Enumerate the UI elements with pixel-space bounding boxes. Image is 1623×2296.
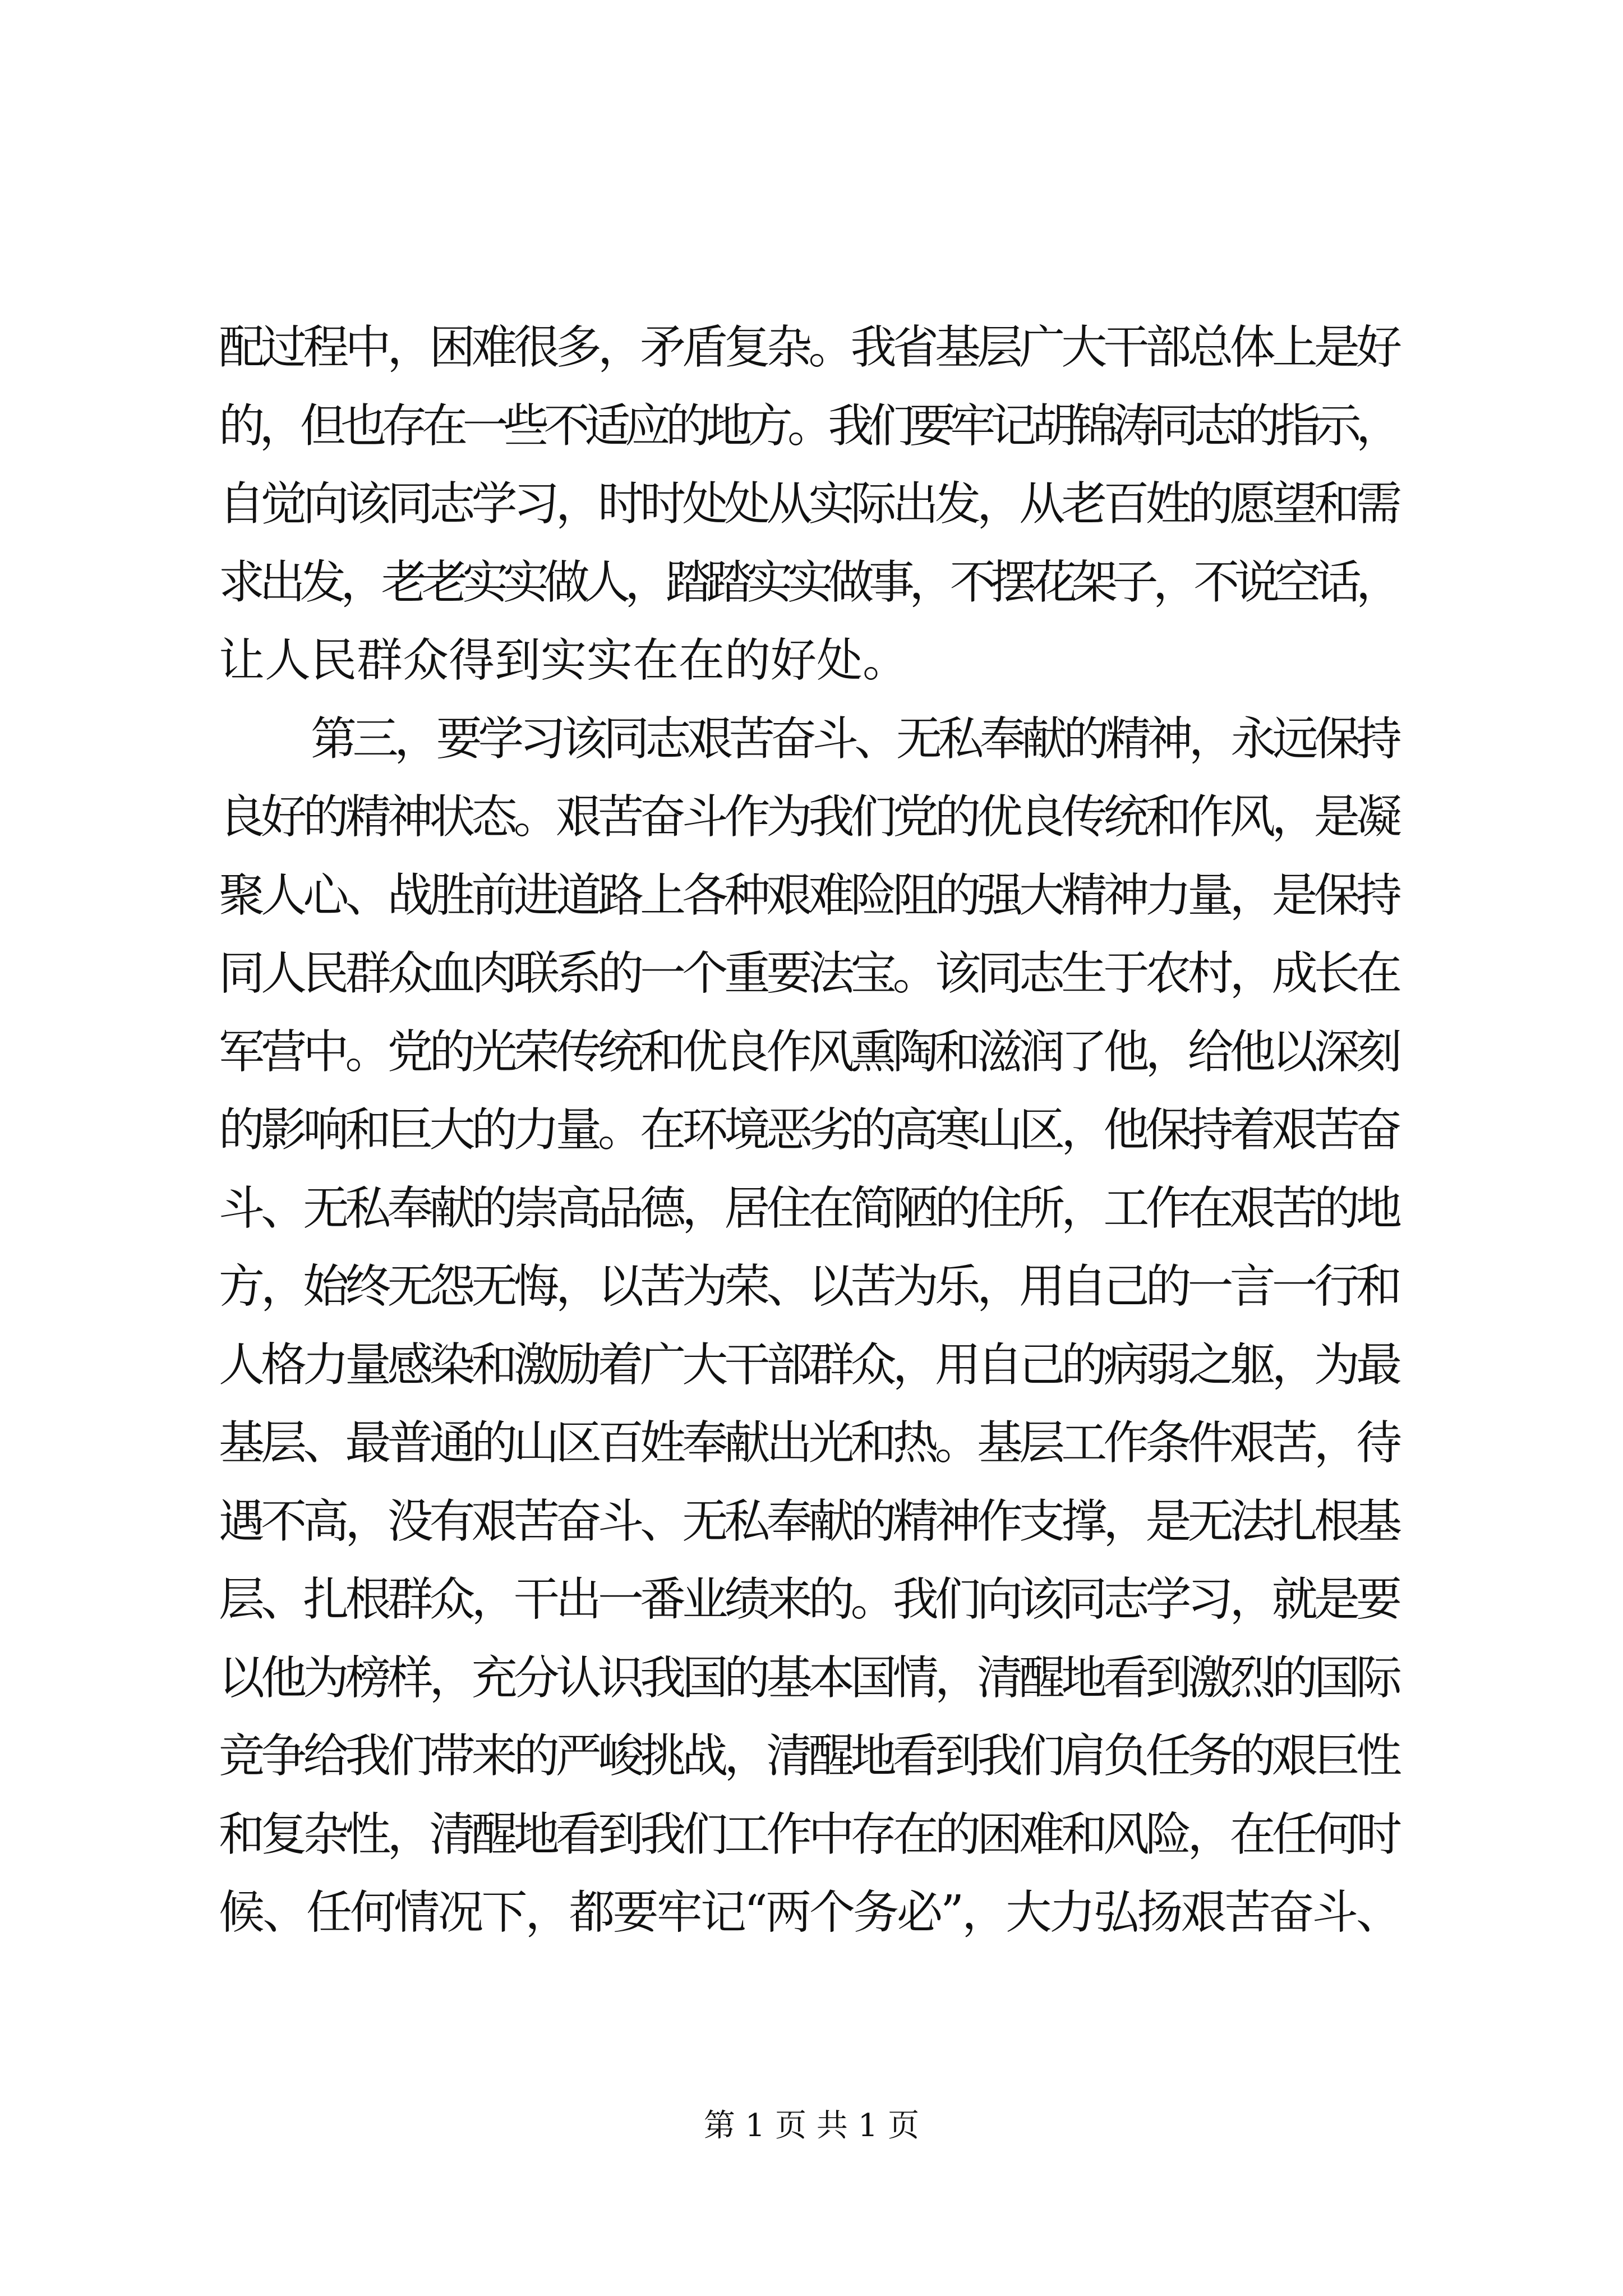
text-line: 军营中。党的光荣传统和优良作风熏陶和滋润了他，给他以深刻 (219, 1025, 1399, 1079)
text-line: 基层、最普通的山区百姓奉献出光和热。基层工作条件艰苦，待 (219, 1416, 1399, 1470)
text-line: 的影响和巨大的力量。在环境恶劣的高寒山区，他保持着艰苦奋 (219, 1103, 1399, 1157)
text-line: 方，始终无怨无悔，以苦为荣、以苦为乐，用自己的一言一行和 (219, 1260, 1399, 1313)
text-line: 和复杂性，清醒地看到我们工作中存在的困难和风险，在任何时 (219, 1807, 1399, 1861)
text-line: 配过程中，困难很多，矛盾复杂。我省基层广大干部总体上是好 (219, 321, 1399, 374)
page-footer: 第 1 页 共 1 页 (703, 2108, 920, 2144)
text-line: 同人民群众血肉联系的一个重要法宝。该同志生于农村，成长在 (219, 947, 1399, 1000)
text-line: 求出发，老老实实做人，踏踏实实做事，不摆花架子，不说空话， (219, 555, 1397, 609)
text-line: 良好的精神状态。艰苦奋斗作为我们党的优良传统和作风，是凝 (219, 790, 1399, 844)
text-line: 候、任何情况下，都要牢记“两个务必”，大力弘扬艰苦奋斗、 (219, 1886, 1400, 1939)
text-line: 竞争给我们带来的严峻挑战，清醒地看到我们肩负任务的艰巨性 (219, 1729, 1399, 1783)
text-line: 遇不高，没有艰苦奋斗、无私奉献的精神作支撑，是无法扎根基 (219, 1494, 1399, 1548)
text-line: 层、扎根群众，干出一番业绩来的。我们向该同志学习，就是要 (219, 1573, 1399, 1626)
text-line: 人格力量感染和激励着广大干部群众，用自己的病弱之躯，为最 (219, 1338, 1399, 1392)
text-line: 聚人心、战胜前进道路上各种艰难险阻的强大精神力量，是保持 (219, 868, 1399, 922)
text-line: 以他为榜样，充分认识我国的基本国情，清醒地看到激烈的国际 (219, 1651, 1399, 1705)
text-line: 第三，要学习该同志艰苦奋斗、无私奉献的精神，永远保持 (311, 712, 1398, 766)
text-line: 的，但也存在一些不适应的地方。我们要牢记胡锦涛同志的指示， (219, 399, 1397, 453)
text-line: 让人民群众得到实实在在的好处。 (219, 634, 909, 687)
text-line: 斗、无私奉献的崇高品德，居住在简陋的住所，工作在艰苦的地 (219, 1181, 1399, 1235)
text-line: 自觉向该同志学习，时时处处从实际出发，从老百姓的愿望和需 (219, 477, 1399, 531)
